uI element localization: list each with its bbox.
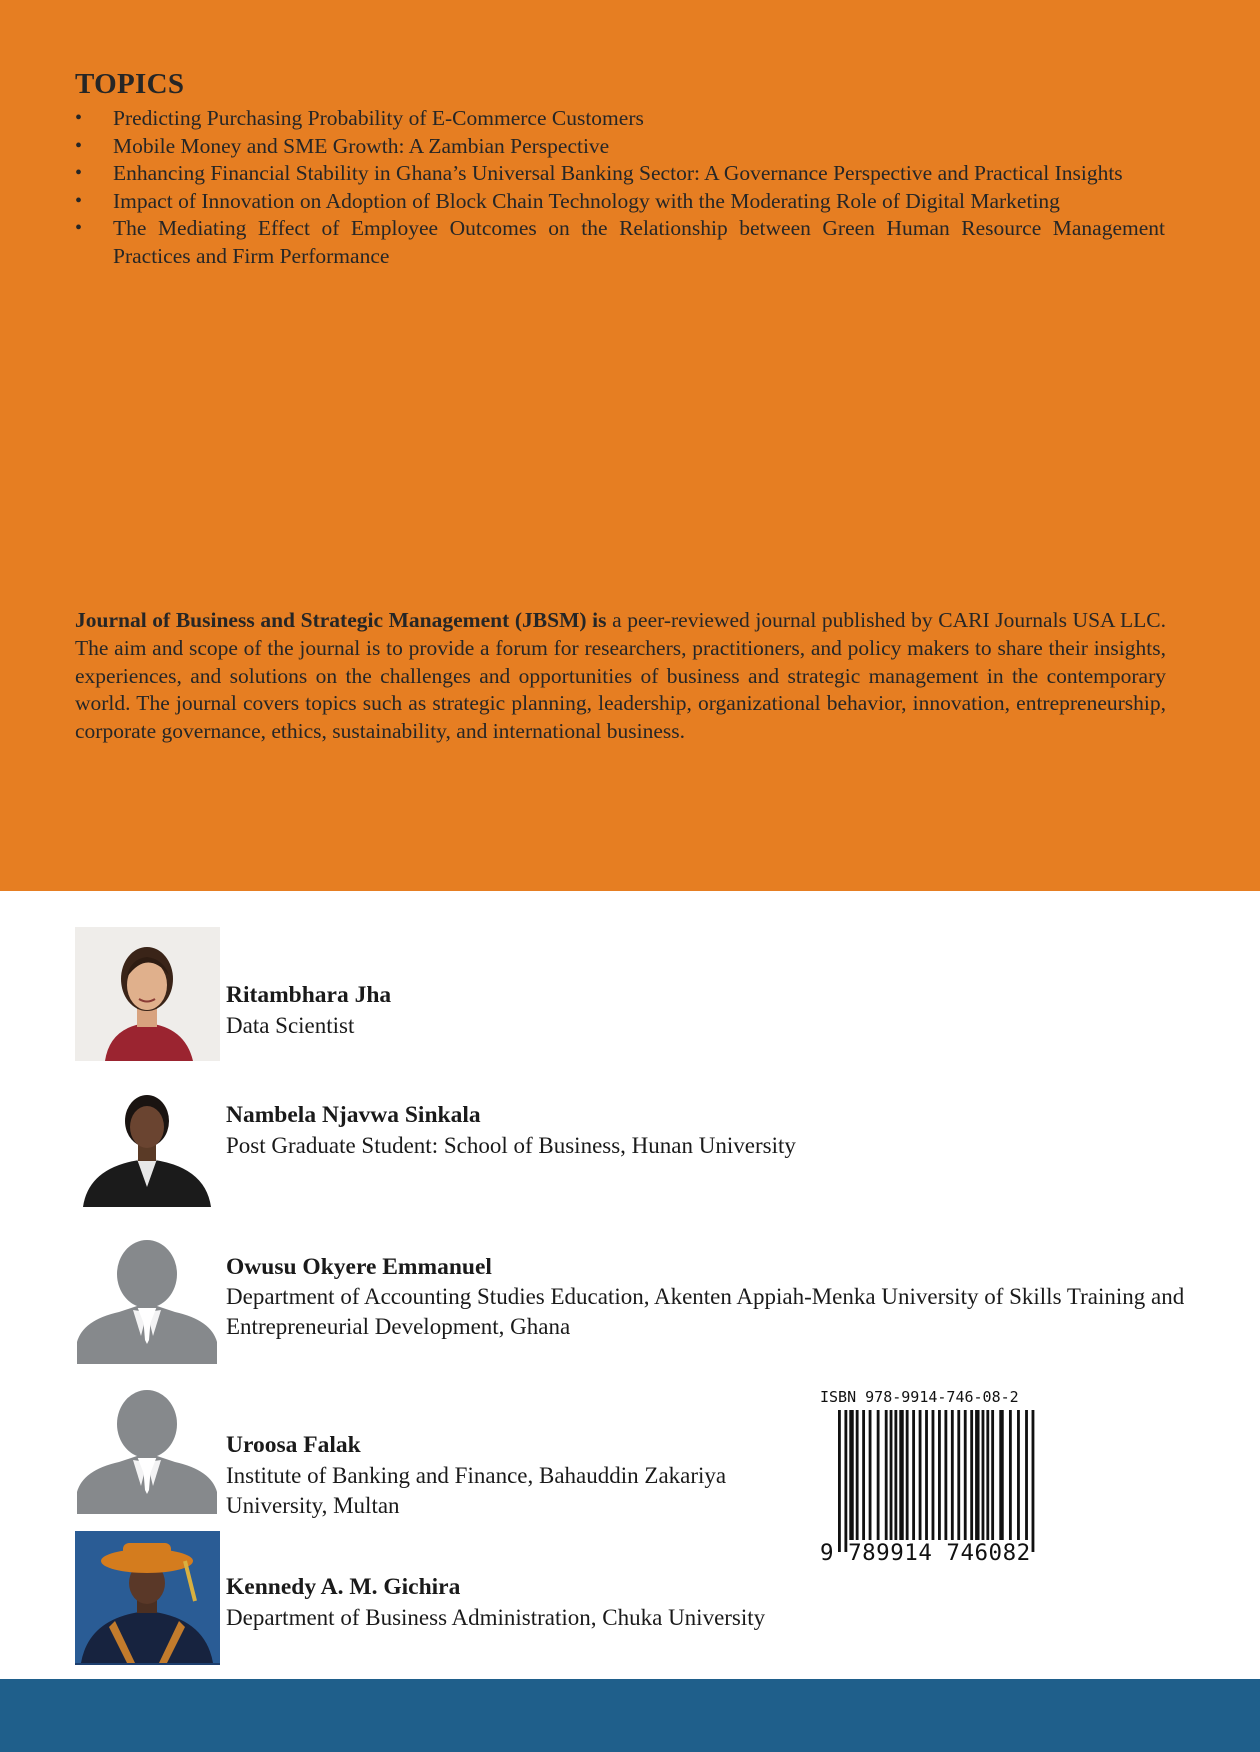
barcode-number: 9 789914 746082 [820, 1540, 1031, 1566]
barcode-bar [975, 1410, 979, 1540]
barcode-bar [1032, 1410, 1035, 1552]
barcode-bar [877, 1410, 880, 1540]
barcode-bar [1009, 1410, 1012, 1540]
portrait-photo-icon [75, 927, 220, 1061]
journal-name: Journal of Business and Strategic Management (JBSM) is [75, 608, 607, 632]
person-silhouette-icon [75, 1240, 220, 1364]
barcode-bar [932, 1410, 935, 1540]
bullet-icon: • [75, 189, 83, 212]
author-name: Ritambhara Jha [226, 982, 392, 1008]
author-name: Uroosa Falak [226, 1432, 361, 1458]
bullet-icon: • [75, 107, 83, 129]
author-affiliation: Department of Accounting Studies Education, Akenten Appiah-Menka University of Skills Training and Entrepreneurial Development, Ghana [226, 1284, 1185, 1339]
barcode-bar [919, 1410, 922, 1540]
author-affiliation: Post Graduate Student: School of Business, Hunan University [226, 1133, 796, 1158]
portrait-photo-icon [75, 1531, 220, 1663]
barcode-bar [890, 1410, 893, 1540]
bullet-icon: • [75, 162, 83, 184]
barcode-bar [986, 1410, 989, 1540]
author-entry [75, 1087, 1175, 1227]
barcode-bar [885, 1410, 888, 1540]
topic-item [75, 105, 1165, 133]
barcode-bar [999, 1410, 1003, 1540]
topic-item [75, 188, 1165, 216]
footer-band [0, 1679, 1260, 1752]
barcode-bar [1017, 1410, 1020, 1540]
barcode-bar [944, 1410, 947, 1540]
person-silhouette-icon [75, 1390, 220, 1514]
barcode-bar [862, 1410, 865, 1540]
author-photo [75, 927, 220, 1061]
topic-text: Predicting Purchasing Probability of E-Commerce Customers [113, 106, 644, 130]
author-affiliation: Department of Business Administration, Chuka University [226, 1605, 766, 1630]
barcode-bar [894, 1410, 897, 1540]
topic-text: Impact of Innovation on Adoption of Block Chain Technology with the Moderating Role of Digital Marketing [113, 188, 1060, 213]
journal-description-text: a peer-reviewed journal published by CARI Journals USA LLC. The aim and scope of the journal is to provide a forum for researchers, practitioners, and policy makers to share their insights, experiences, and solutions on the challenges and opportunities of business and strategic management in the contemporary world. The journal covers topics such as strategic planning, leadership, organizational behavior, innovation, entrepreneurship, corporate governance, ethics, sustainability, and international business. [75, 608, 1166, 744]
topic-text: Mobile Money and SME Growth: A Zambian Perspective [113, 133, 610, 158]
bullet-icon: • [75, 217, 83, 239]
author-photo [75, 1240, 220, 1374]
barcode-bar [938, 1410, 941, 1540]
topics-title: TOPICS [75, 68, 185, 100]
barcode-bar [849, 1410, 853, 1540]
author-name: Nambela Njavwa Sinkala [226, 1102, 481, 1128]
author-photo [75, 1390, 220, 1524]
bullet-icon: • [75, 134, 83, 157]
topic-text: Enhancing Financial Stability in Ghana’s Universal Banking Sector: A Governance Perspective and Practical Insights [113, 161, 1123, 185]
author-photo [75, 1531, 220, 1665]
isbn-barcode [820, 1388, 1050, 1568]
barcode-bar [951, 1410, 954, 1540]
author-name: Kennedy A. M. Gichira [226, 1574, 461, 1600]
topics-section [75, 68, 1165, 270]
author-entry [75, 927, 1175, 1067]
topic-text: The Mediating Effect of Employee Outcomes on the Relationship between Green Human Resource Management Practices and Firm Performance [113, 216, 1165, 268]
barcode-bar [925, 1410, 928, 1540]
barcode-bars [838, 1410, 1048, 1552]
barcode-bar [1025, 1410, 1028, 1540]
topic-item [75, 215, 1165, 270]
topic-item [75, 160, 1165, 188]
author-affiliation: Data Scientist [226, 1013, 355, 1038]
barcode-bar [957, 1410, 960, 1540]
barcode-bar [912, 1410, 915, 1540]
journal-description [75, 607, 1166, 746]
barcode-bar [906, 1410, 909, 1540]
author-entry [75, 1240, 1185, 1380]
barcode-bar [869, 1410, 872, 1540]
author-photo [75, 1087, 220, 1221]
topics-list [75, 105, 1165, 270]
isbn-label: ISBN 978-9914-746-08-2 [820, 1388, 1019, 1406]
barcode-bar [991, 1410, 994, 1540]
author-affiliation: Institute of Banking and Finance, Bahauddin Zakariya University, Multan [226, 1463, 727, 1518]
barcode-bar [856, 1410, 859, 1540]
barcode-bar [982, 1410, 985, 1540]
author-name: Owusu Okyere Emmanuel [226, 1254, 492, 1280]
barcode-bar [964, 1410, 967, 1540]
barcode-bar [970, 1410, 973, 1540]
topic-item [75, 133, 1165, 161]
barcode-bar [838, 1410, 841, 1552]
barcode-bar [899, 1410, 903, 1540]
barcode-bar [844, 1410, 847, 1552]
portrait-photo-icon [75, 1087, 220, 1207]
